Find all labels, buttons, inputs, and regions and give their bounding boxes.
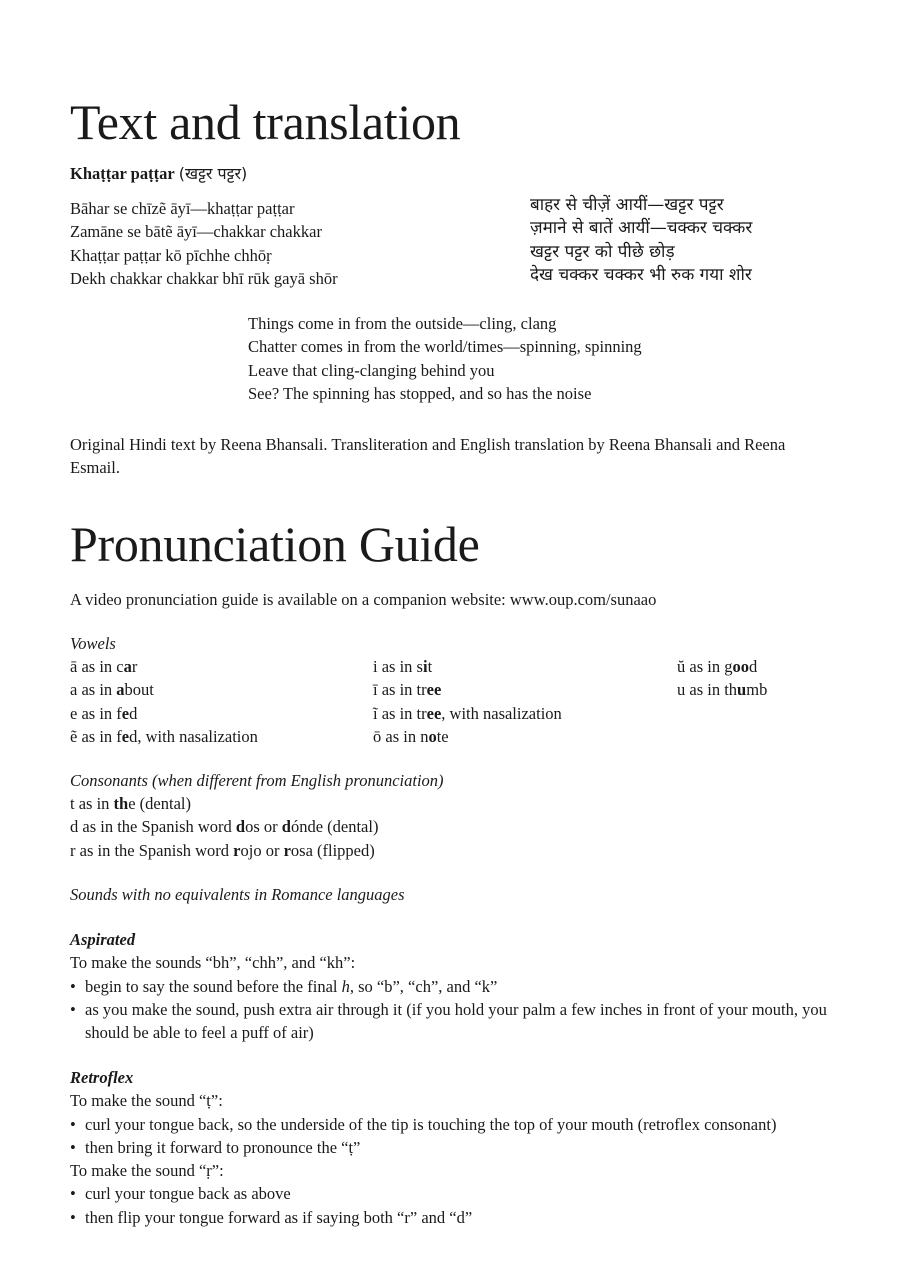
translation-line: See? The spinning has stopped, and so has the noise (248, 383, 592, 403)
hindi-line: ज़माने से बातें आयीं—चक्कर चक्कर (530, 218, 753, 239)
consonants-label: Consonants (when different from English pronunciation) (70, 771, 444, 790)
translation-line: Things come in from the outside—cling, clang (248, 314, 557, 333)
transliteration-line: Khaṭṭar paṭṭar kō pīchhe chhōṛ (70, 245, 272, 265)
pronunciation-intro: A video pronunciation guide is available on a companion website: www.oup.com/sunaao (70, 590, 657, 609)
vowels-label: Vowels (70, 634, 116, 653)
section-heading-pronunciation: Pronunciation Guide (70, 516, 480, 572)
retroflex-label: Retroflex (70, 1068, 134, 1087)
no-equivalents-label: Sounds with no equivalents in Romance languages (70, 885, 405, 904)
vowel-item: e as in fed (70, 703, 138, 723)
consonant-item: d as in the Spanish word dos or dónde (dental) (70, 817, 379, 837)
aspirated-bullets (70, 975, 840, 1045)
bullet-item: • then flip your tongue forward as if saying both “r” and “d” (70, 1206, 850, 1229)
bullet-item: • curl your tongue back, so the underside of the tip is touching the top of your mouth (retroflex consonant) (70, 1113, 850, 1136)
transliteration-line: Dekh chakkar chakkar bhī rūk gayā shōr (70, 268, 338, 288)
hindi-stanza (530, 194, 752, 287)
translation-line: Leave that cling-clanging behind you (248, 360, 495, 380)
hindi-line: देख चक्कर चक्कर भी रुक गया शोर (530, 264, 752, 285)
aspirated-intro: To make the sounds “bh”, “chh”, and “kh”: (70, 953, 356, 973)
vowels-column-2 (373, 655, 562, 748)
bullet-item: • begin to say the sound before the final h, so “b”, “ch”, and “k” (70, 975, 840, 998)
bullet-item: • then bring it forward to pronounce the “ṭ” (70, 1136, 850, 1159)
vowel-item: ĩ as in tree, with nasalization (373, 703, 562, 723)
english-translation-stanza (248, 312, 642, 405)
vowel-item: ẽ as in fed, with nasalization (70, 726, 258, 746)
vowel-item: ā as in car (70, 657, 138, 676)
translation-credit: Original Hindi text by Reena Bhansali. Transliteration and English translation by Reena Bhansali and Reena Esmail. (70, 435, 786, 478)
retroflex-intro-t: To make the sound “ṭ”: (70, 1091, 223, 1111)
retroflex-intro-r: To make the sound “ṛ”: (70, 1161, 224, 1181)
vowel-item: ī as in tree (373, 680, 442, 700)
aspirated-section (70, 928, 840, 1044)
retroflex-bullets-r (70, 1182, 850, 1229)
transliteration-line: Bāhar se chīzẽ āyī—khaṭṭar paṭṭar (70, 199, 295, 218)
translation-line: Chatter comes in from the world/times—spinning, spinning (248, 337, 642, 357)
bullet-item: • as you make the sound, push extra air through it (if you hold your palm a few inches in front of your mouth, you should be able to feel a puff of air) (70, 998, 840, 1045)
vowel-item: ō as in note (373, 726, 449, 746)
retroflex-bullets-t (70, 1113, 850, 1160)
vowel-item: u as in thumb (677, 680, 768, 700)
consonant-item: t as in the (dental) (70, 794, 191, 813)
vowel-item: i as in sit (373, 657, 433, 676)
hindi-line: बाहर से चीज़ें आयीं—खट्टर पट्टर (530, 195, 724, 215)
transliteration-stanza (70, 197, 338, 290)
section-heading-text-translation: Text and translation (70, 94, 461, 150)
hindi-line: खट्टर पट्टर को पीछे छोड़ (530, 241, 675, 262)
poem-title-transliteration: Khaṭṭar paṭṭar (70, 164, 175, 183)
poem-title (70, 162, 247, 185)
retroflex-section (70, 1066, 850, 1229)
consonant-item: r as in the Spanish word rojo or rosa (flipped) (70, 840, 375, 860)
vowels-column-3 (677, 655, 767, 702)
vowel-item: ŭ as in good (677, 657, 758, 676)
bullet-item: • curl your tongue back as above (70, 1182, 850, 1205)
consonants-list (70, 792, 378, 862)
poem-title-devanagari: (खट्टर पट्टर) (178, 164, 248, 183)
aspirated-label: Aspirated (70, 930, 136, 949)
vowels-column-1 (70, 655, 258, 748)
vowel-item: a as in about (70, 680, 154, 700)
transliteration-line: Zamāne se bātẽ āyī—chakkar chakkar (70, 222, 322, 242)
